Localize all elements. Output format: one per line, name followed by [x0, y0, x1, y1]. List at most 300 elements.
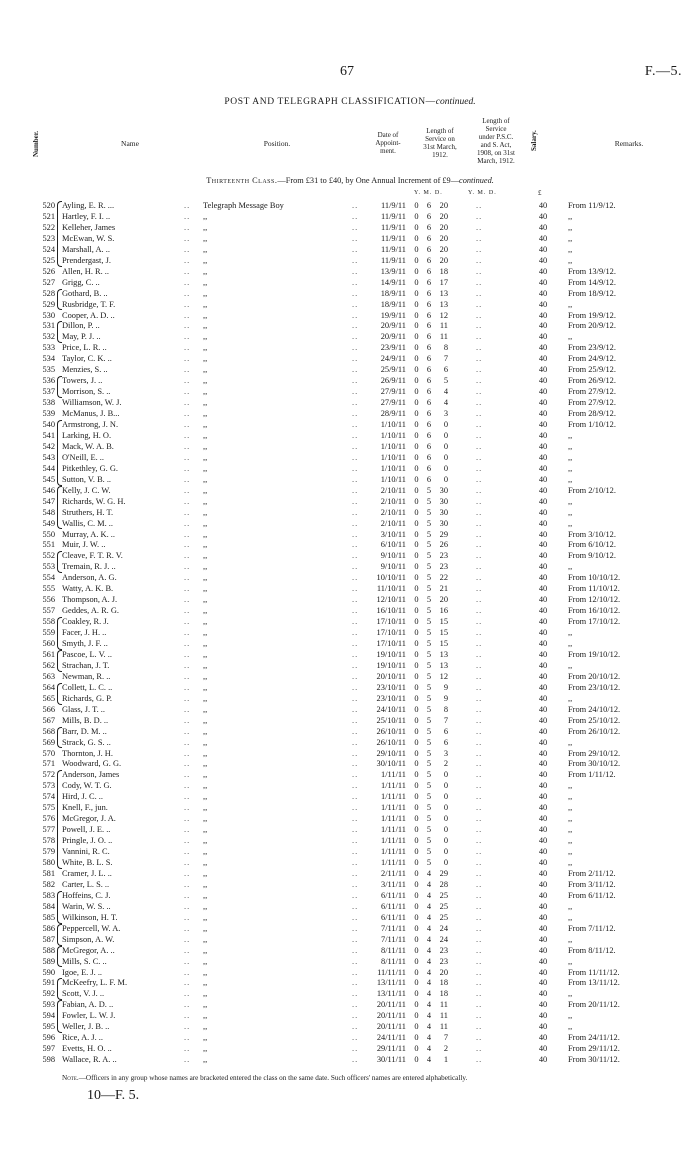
table-row [0, 977, 700, 988]
cell-m: 5 [426, 595, 432, 605]
cell-pos: ,, [203, 825, 208, 835]
cell-m: 5 [426, 825, 432, 835]
cell-name: Watty, A. K. B. [62, 584, 114, 594]
table-row [0, 923, 700, 934]
cell-d: 20 [439, 255, 448, 265]
cell-name: Marshall, A. .. [62, 244, 110, 254]
cell-dots2: .. [352, 912, 359, 922]
cell-y: 0 [414, 1044, 419, 1054]
cell-num: 585 [42, 912, 55, 922]
cell-pos: ,, [203, 989, 208, 999]
cell-date: 11/9/11 [381, 201, 406, 210]
cell-d: 18 [439, 978, 448, 988]
cell-rem: ,, [568, 912, 573, 922]
cell-name: Taylor, C. K. .. [62, 354, 112, 364]
table-row [0, 726, 700, 737]
cell-dots2: .. [352, 967, 359, 977]
table-row [0, 233, 700, 244]
cell-num: 541 [42, 430, 55, 440]
footnote-label: Note. [62, 1074, 79, 1082]
table-row [0, 846, 700, 857]
cell-rem: From 1/10/12. [568, 420, 616, 429]
cell-y: 0 [414, 639, 419, 648]
cell-sal: 40 [538, 923, 548, 933]
table-row [0, 912, 700, 923]
cell-m: 5 [426, 704, 432, 714]
cell-rem: From 8/11/12. [568, 945, 616, 955]
cell-dots2: .. [352, 496, 359, 506]
cell-date: 1/11/11 [381, 792, 406, 802]
cell-date: 11/10/11 [376, 584, 406, 594]
cell-y: 0 [414, 978, 419, 988]
cell-dots3: .. [476, 715, 483, 725]
cell-dots3: .. [476, 978, 483, 988]
cell-dots3: .. [476, 934, 483, 944]
cell-d: 11 [439, 1000, 448, 1010]
table-row [0, 627, 700, 638]
cell-rem: From 2/10/12. [568, 485, 616, 495]
header-number: Number. [32, 131, 40, 157]
cell-rem: From 11/9/12. [568, 201, 616, 210]
cell-pos: ,, [203, 485, 208, 495]
cell-m: 5 [426, 507, 432, 517]
cell-m: 6 [426, 420, 432, 429]
cell-name: Newman, R. .. [62, 671, 111, 681]
cell-rem: From 30/11/12. [568, 1055, 620, 1065]
table-row [0, 802, 700, 813]
cell-num: 582 [42, 879, 55, 889]
cell-y: 0 [414, 409, 419, 419]
title-continued: continued. [435, 97, 476, 107]
cell-dots3: .. [476, 277, 483, 287]
cell-dots1: .. [184, 233, 191, 243]
cell-dots2: .. [352, 244, 359, 254]
header-date-line3: ment. [380, 147, 396, 156]
cell-y: 0 [414, 507, 419, 517]
cell-sal: 40 [538, 617, 548, 627]
cell-dots3: .. [476, 398, 483, 408]
cell-sal: 40 [538, 660, 548, 670]
cell-m: 5 [426, 737, 432, 747]
cell-pos: ,, [203, 255, 208, 265]
cell-name: Mills, S. C. .. [62, 956, 107, 966]
cell-m: 4 [426, 1011, 432, 1021]
cell-m: 5 [426, 726, 432, 736]
cell-dots3: .. [476, 376, 483, 386]
cell-date: 23/10/11 [376, 682, 406, 692]
cell-dots2: .. [352, 901, 359, 911]
cell-dots2: .. [352, 310, 359, 320]
cell-dots2: .. [352, 376, 359, 386]
group-bracket [57, 770, 62, 869]
group-bracket [57, 376, 62, 398]
cell-d: 20 [439, 201, 448, 210]
cell-dots3: .. [476, 825, 483, 835]
table-row [0, 266, 700, 277]
cell-m: 4 [426, 868, 432, 878]
cell-dots2: .. [352, 463, 359, 473]
class-heading-name: Thirteenth Class. [206, 176, 278, 185]
cell-date: 13/9/11 [380, 266, 406, 276]
table-row [0, 561, 700, 572]
table-row [0, 244, 700, 255]
cell-pos: ,, [203, 288, 208, 298]
table-row [0, 638, 700, 649]
cell-dots1: .. [184, 409, 191, 419]
cell-m: 5 [426, 748, 432, 758]
cell-sal: 40 [538, 211, 548, 221]
cell-dots3: .. [476, 890, 483, 900]
cell-name: Igoe, E. J. .. [62, 967, 103, 977]
cell-dots1: .. [184, 737, 191, 747]
cell-dots3: .. [476, 748, 483, 758]
cell-dots3: .. [476, 1044, 483, 1054]
cell-dots2: .. [352, 277, 359, 287]
cell-pos: ,, [203, 660, 208, 670]
cell-dots1: .. [184, 430, 191, 440]
cell-dots2: .. [352, 704, 359, 714]
cell-m: 5 [426, 715, 432, 725]
header-los-line4: 1912. [432, 151, 448, 160]
cell-pos: ,, [203, 595, 208, 605]
cell-date: 20/11/11 [376, 1000, 406, 1010]
cell-dots2: .. [352, 868, 359, 878]
cell-rem: ,, [568, 430, 573, 440]
cell-d: 0 [443, 858, 448, 867]
cell-name: Collett, L. C. .. [62, 682, 113, 692]
cell-y: 0 [414, 277, 419, 287]
cell-dots1: .. [184, 836, 191, 846]
cell-d: 11 [439, 321, 448, 331]
cell-m: 6 [426, 398, 432, 408]
table-row [0, 441, 700, 452]
cell-m: 5 [426, 628, 432, 638]
table-row [0, 890, 700, 901]
cell-y: 0 [414, 890, 419, 900]
cell-y: 0 [414, 463, 419, 473]
cell-date: 9/10/11 [380, 562, 406, 572]
cell-pos: ,, [203, 299, 208, 309]
cell-y: 0 [414, 299, 419, 309]
cell-num: 553 [42, 562, 55, 572]
cell-sal: 40 [538, 825, 548, 835]
cell-rem: ,, [568, 1011, 573, 1021]
cell-dots2: .. [352, 551, 359, 561]
cell-date: 2/11/11 [381, 868, 406, 878]
cell-num: 564 [42, 682, 55, 692]
cell-date: 2/10/11 [380, 507, 406, 517]
cell-d: 15 [439, 628, 448, 638]
cell-dots2: .. [352, 617, 359, 627]
cell-rem: ,, [568, 901, 573, 911]
cell-rem: From 20/11/12. [568, 1000, 620, 1010]
cell-dots1: .. [184, 715, 191, 725]
cell-sal: 40 [538, 967, 548, 977]
cell-pos: ,, [203, 803, 208, 813]
table-row [0, 529, 700, 540]
cell-d: 11 [439, 1011, 448, 1021]
cell-date: 18/9/11 [380, 288, 406, 298]
cell-m: 6 [426, 343, 432, 353]
cell-sal: 40 [538, 748, 548, 758]
cell-rem: From 29/11/12. [568, 1044, 620, 1054]
cell-rem: ,, [568, 1022, 573, 1032]
cell-num: 536 [42, 376, 55, 386]
cell-pos: ,, [203, 474, 208, 484]
cell-rem: ,, [568, 956, 573, 966]
cell-pos: ,, [203, 945, 208, 955]
cell-rem: ,, [568, 847, 573, 857]
cell-sal: 40 [538, 726, 548, 736]
cell-dots1: .. [184, 485, 191, 495]
cell-dots3: .. [476, 781, 483, 791]
cell-dots2: .. [352, 660, 359, 670]
cell-y: 0 [414, 1022, 419, 1032]
cell-num: 567 [42, 715, 55, 725]
cell-dots3: .. [476, 1000, 483, 1010]
cell-dots2: .. [352, 606, 359, 616]
cell-pos: ,, [203, 858, 208, 867]
table-row [0, 375, 700, 386]
cell-num: 520 [42, 201, 55, 210]
table-row [0, 769, 700, 780]
cell-dots3: .. [476, 244, 483, 254]
cell-pos: ,, [203, 409, 208, 419]
cell-sal: 40 [538, 704, 548, 714]
cell-dots2: .. [352, 321, 359, 331]
cell-y: 0 [414, 945, 419, 955]
cell-date: 1/10/11 [380, 430, 406, 440]
cell-date: 27/9/11 [380, 387, 406, 397]
cell-dots2: .. [352, 595, 359, 605]
cell-rem: ,, [568, 792, 573, 802]
header-date-line1: Date of [377, 131, 399, 139]
table-row [0, 518, 700, 529]
cell-sal: 40 [538, 901, 548, 911]
cell-dots1: .. [184, 518, 191, 528]
table-row [0, 715, 700, 726]
cell-rem: From 26/9/12. [568, 376, 616, 386]
cell-dots2: .. [352, 387, 359, 397]
cell-rem: ,, [568, 518, 573, 528]
cell-dots3: .. [476, 595, 483, 605]
cell-num: 531 [42, 321, 55, 331]
cell-d: 23 [439, 945, 448, 955]
cell-d: 2 [443, 759, 448, 769]
group-bracket [57, 551, 62, 573]
cell-m: 6 [426, 430, 432, 440]
cell-pos: ,, [203, 310, 208, 320]
cell-num: 539 [42, 409, 55, 419]
cell-num: 549 [42, 518, 55, 528]
cell-dots1: .. [184, 288, 191, 298]
cell-date: 1/11/11 [381, 814, 406, 824]
cell-d: 30 [439, 507, 448, 517]
cell-dots1: .. [184, 901, 191, 911]
cell-name: Tremain, R. J. .. [62, 562, 116, 572]
cell-d: 13 [439, 649, 448, 659]
cell-sal: 40 [538, 288, 548, 298]
cell-y: 0 [414, 321, 419, 331]
table-row [0, 342, 700, 353]
cell-pos: ,, [203, 890, 208, 900]
cell-date: 20/10/11 [376, 671, 406, 681]
cell-date: 12/10/11 [376, 595, 406, 605]
cell-d: 20 [439, 233, 448, 243]
cell-rem: From 24/10/12. [568, 704, 621, 714]
cell-dots3: .. [476, 299, 483, 309]
cell-date: 25/9/11 [380, 365, 406, 375]
cell-dots2: .. [352, 452, 359, 462]
cell-y: 0 [414, 529, 419, 539]
cell-m: 4 [426, 1022, 432, 1032]
cell-date: 1/10/11 [380, 452, 406, 462]
cell-name: Muir, J. W. .. [62, 540, 106, 550]
cell-y: 0 [414, 660, 419, 670]
cell-date: 1/11/11 [381, 770, 406, 780]
cell-pos: ,, [203, 551, 208, 561]
cell-dots1: .. [184, 474, 191, 484]
cell-m: 5 [426, 529, 432, 539]
cell-dots2: .. [352, 649, 359, 659]
table-row [0, 616, 700, 627]
cell-dots1: .. [184, 266, 191, 276]
cell-rem: From 26/10/12. [568, 726, 621, 736]
cell-num: 561 [42, 649, 55, 659]
cell-date: 13/11/11 [376, 989, 406, 999]
cell-d: 30 [439, 518, 448, 528]
cell-dots2: .. [352, 989, 359, 999]
cell-dots1: .. [184, 1022, 191, 1032]
cell-rem: ,, [568, 934, 573, 944]
cell-num: 540 [42, 420, 55, 429]
cell-num: 528 [42, 288, 55, 298]
cell-dots1: .. [184, 321, 191, 331]
cell-dots3: .. [476, 387, 483, 397]
cell-dots3: .. [476, 310, 483, 320]
cell-rem: From 20/10/12. [568, 671, 621, 681]
cell-m: 4 [426, 901, 432, 911]
cell-pos: ,, [203, 715, 208, 725]
cell-num: 535 [42, 365, 55, 375]
cell-y: 0 [414, 825, 419, 835]
cell-sal: 40 [538, 529, 548, 539]
table-row [0, 934, 700, 945]
cell-d: 1 [443, 1055, 448, 1065]
cell-d: 15 [439, 639, 448, 648]
cell-date: 1/11/11 [381, 781, 406, 791]
cell-name: Wallis, C. M. .. [62, 518, 113, 528]
cell-pos: ,, [203, 529, 208, 539]
cell-name: Pascoe, L. V. .. [62, 649, 112, 659]
cell-pos: ,, [203, 770, 208, 780]
cell-dots2: .. [352, 682, 359, 692]
cell-pos: ,, [203, 562, 208, 572]
cell-y: 0 [414, 847, 419, 857]
cell-name: Coakley, R. J. [62, 617, 109, 627]
table-row [0, 988, 700, 999]
cell-y: 0 [414, 551, 419, 561]
cell-sal: 40 [538, 332, 548, 342]
cell-dots1: .. [184, 584, 191, 594]
cell-name: Thompson, A. J. [62, 595, 118, 605]
cell-name: Wallace, R. A. .. [62, 1055, 117, 1065]
cell-d: 9 [443, 693, 448, 703]
cell-num: 598 [42, 1055, 55, 1065]
cell-date: 7/11/11 [381, 923, 406, 933]
cell-name: Weller, J. B. .. [62, 1022, 110, 1032]
cell-d: 8 [443, 343, 448, 353]
cell-y: 0 [414, 781, 419, 791]
cell-m: 6 [426, 310, 432, 320]
cell-dots1: .. [184, 310, 191, 320]
cell-num: 527 [42, 277, 55, 287]
cell-m: 5 [426, 573, 432, 583]
table-row [0, 682, 700, 693]
cell-dots2: .. [352, 266, 359, 276]
cell-name: Facer, J. H. .. [62, 628, 107, 638]
cell-sal: 40 [538, 671, 548, 681]
cell-dots1: .. [184, 365, 191, 375]
cell-sal: 40 [538, 551, 548, 561]
cell-sal: 40 [538, 934, 548, 944]
cell-dots3: .. [476, 1033, 483, 1043]
table-row [0, 857, 700, 868]
header-salary: Salary. [530, 130, 538, 152]
cell-dots1: .. [184, 573, 191, 583]
cell-y: 0 [414, 222, 419, 232]
cell-pos: ,, [203, 211, 208, 221]
cell-d: 0 [443, 814, 448, 824]
cell-rem: ,, [568, 628, 573, 638]
cell-date: 30/10/11 [376, 759, 406, 769]
cell-name: McGregor, A. .. [62, 945, 115, 955]
cell-name: O'Neill, E. .. [62, 452, 104, 462]
cell-y: 0 [414, 628, 419, 638]
cell-rem: From 2/11/12. [568, 868, 616, 878]
header-psc-line6: March, 1912. [477, 157, 515, 166]
cell-dots3: .. [476, 474, 483, 484]
cell-m: 5 [426, 792, 432, 802]
cell-y: 0 [414, 989, 419, 999]
cell-num: 521 [42, 211, 55, 221]
cell-num: 522 [42, 222, 55, 232]
cell-y: 0 [414, 573, 419, 583]
cell-dots3: .. [476, 365, 483, 375]
cell-date: 27/9/11 [380, 398, 406, 408]
cell-rem: From 16/10/12. [568, 606, 621, 616]
cell-num: 570 [42, 748, 55, 758]
cell-sal: 40 [538, 890, 548, 900]
cell-dots3: .. [476, 529, 483, 539]
cell-name: Fabian, A. D. .. [62, 1000, 114, 1010]
cell-date: 11/9/11 [381, 222, 406, 232]
cell-pos: ,, [203, 332, 208, 342]
cell-date: 2/10/11 [380, 485, 406, 495]
cell-d: 5 [443, 376, 448, 386]
table-row [0, 288, 700, 299]
cell-rem: ,, [568, 463, 573, 473]
cell-dots3: .. [476, 836, 483, 846]
cell-sal: 40 [538, 573, 548, 583]
table-row [0, 835, 700, 846]
cell-dots1: .. [184, 693, 191, 703]
cell-y: 0 [414, 288, 419, 298]
cell-pos: ,, [203, 639, 208, 648]
cell-dots2: .. [352, 1011, 359, 1021]
cell-rem: ,, [568, 507, 573, 517]
cell-date: 26/10/11 [376, 726, 406, 736]
